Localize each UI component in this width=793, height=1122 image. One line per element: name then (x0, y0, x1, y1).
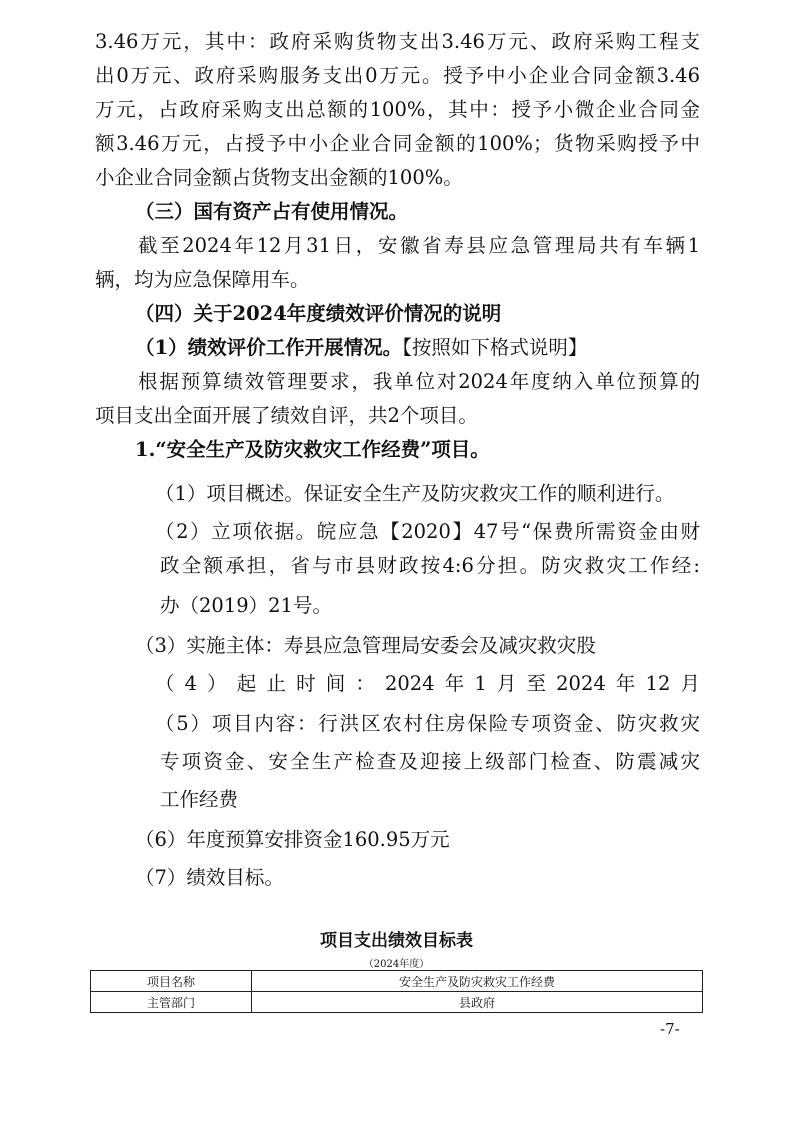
table-cell-value: 安全生产及防灾救灾工作经费 (252, 971, 703, 992)
body-line: 额3.46万元，占授予中小企业合同金额的100%；货物采购授予中 (95, 132, 700, 155)
table-title: 项目支出绩效目标表 (320, 931, 473, 951)
list-item: （5）项目内容：行洪区农村住房保险专项资金、防灾救灾 (155, 712, 700, 735)
table-cell-key: 主管部门 (91, 992, 252, 1013)
table-row (91, 992, 703, 1013)
subsection-heading-bold: （1）绩效评价工作开展情况。 (135, 336, 403, 359)
table-cell-value: 县政府 (252, 992, 703, 1013)
body-line: 万元，占政府采购支出总额的100%，其中：授予小微企业合同金 (95, 98, 700, 121)
list-item: 专项资金、安全生产检查及迎接上级部门检查、防震减灾 (160, 750, 700, 773)
subsection-heading (135, 331, 700, 365)
body-line: 根据预算绩效管理要求，我单位对2024年度纳入单位预算的 (138, 370, 700, 393)
list-item: （2）立项依据。皖应急【2020】47号“保费所需资金由财 (155, 520, 700, 543)
list-item: 办（2019）21号。 (160, 594, 332, 617)
format-note: 【按照如下格式说明】 (402, 336, 588, 359)
list-item: （6）年度预算安排资金160.95万元 (135, 828, 450, 851)
list-item: 工作经费 (160, 788, 239, 811)
project-heading: 1.“安全生产及防灾救灾工作经费”项目。 (135, 438, 490, 461)
section-heading: （四）关于2024年度绩效评价情况的说明 (135, 302, 502, 325)
body-line: 辆，均为应急保障用车。 (95, 268, 310, 291)
list-item: （1）项目概述。保证安全生产及防灾救灾工作的顺利进行。 (155, 482, 675, 505)
body-line: 出0万元、政府采购服务支出0万元。授予中小企业合同金额3.46 (95, 64, 700, 87)
table-row (91, 971, 703, 992)
body-line: 截至2024年12月31日，安徽省寿县应急管理局共有车辆1 (138, 234, 700, 257)
list-item: （3）实施主体：寿县应急管理局安委会及减灾救灾股 (135, 634, 596, 657)
list-item: 政全额承担，省与市县财政按4:6分担。防灾救灾工作经: (160, 554, 700, 577)
list-item: （7）绩效目标。 (135, 866, 284, 889)
body-line: 项目支出全面开展了绩效自评，共2个项目。 (95, 404, 478, 427)
list-item: （4）起止时间：2024年1月至2024年12月 (155, 672, 700, 695)
body-line: 小企业合同金额占货物支出金额的100%。 (95, 166, 463, 189)
page-number: -7- (660, 1020, 680, 1038)
performance-table (90, 970, 703, 1013)
table-cell-key: 项目名称 (91, 971, 252, 992)
table-year: （2024年度） (363, 959, 430, 970)
body-line: 3.46万元，其中：政府采购货物支出3.46万元、政府采购工程支 (95, 30, 700, 53)
section-heading: （三）国有资产占有使用情况。 (135, 200, 409, 223)
